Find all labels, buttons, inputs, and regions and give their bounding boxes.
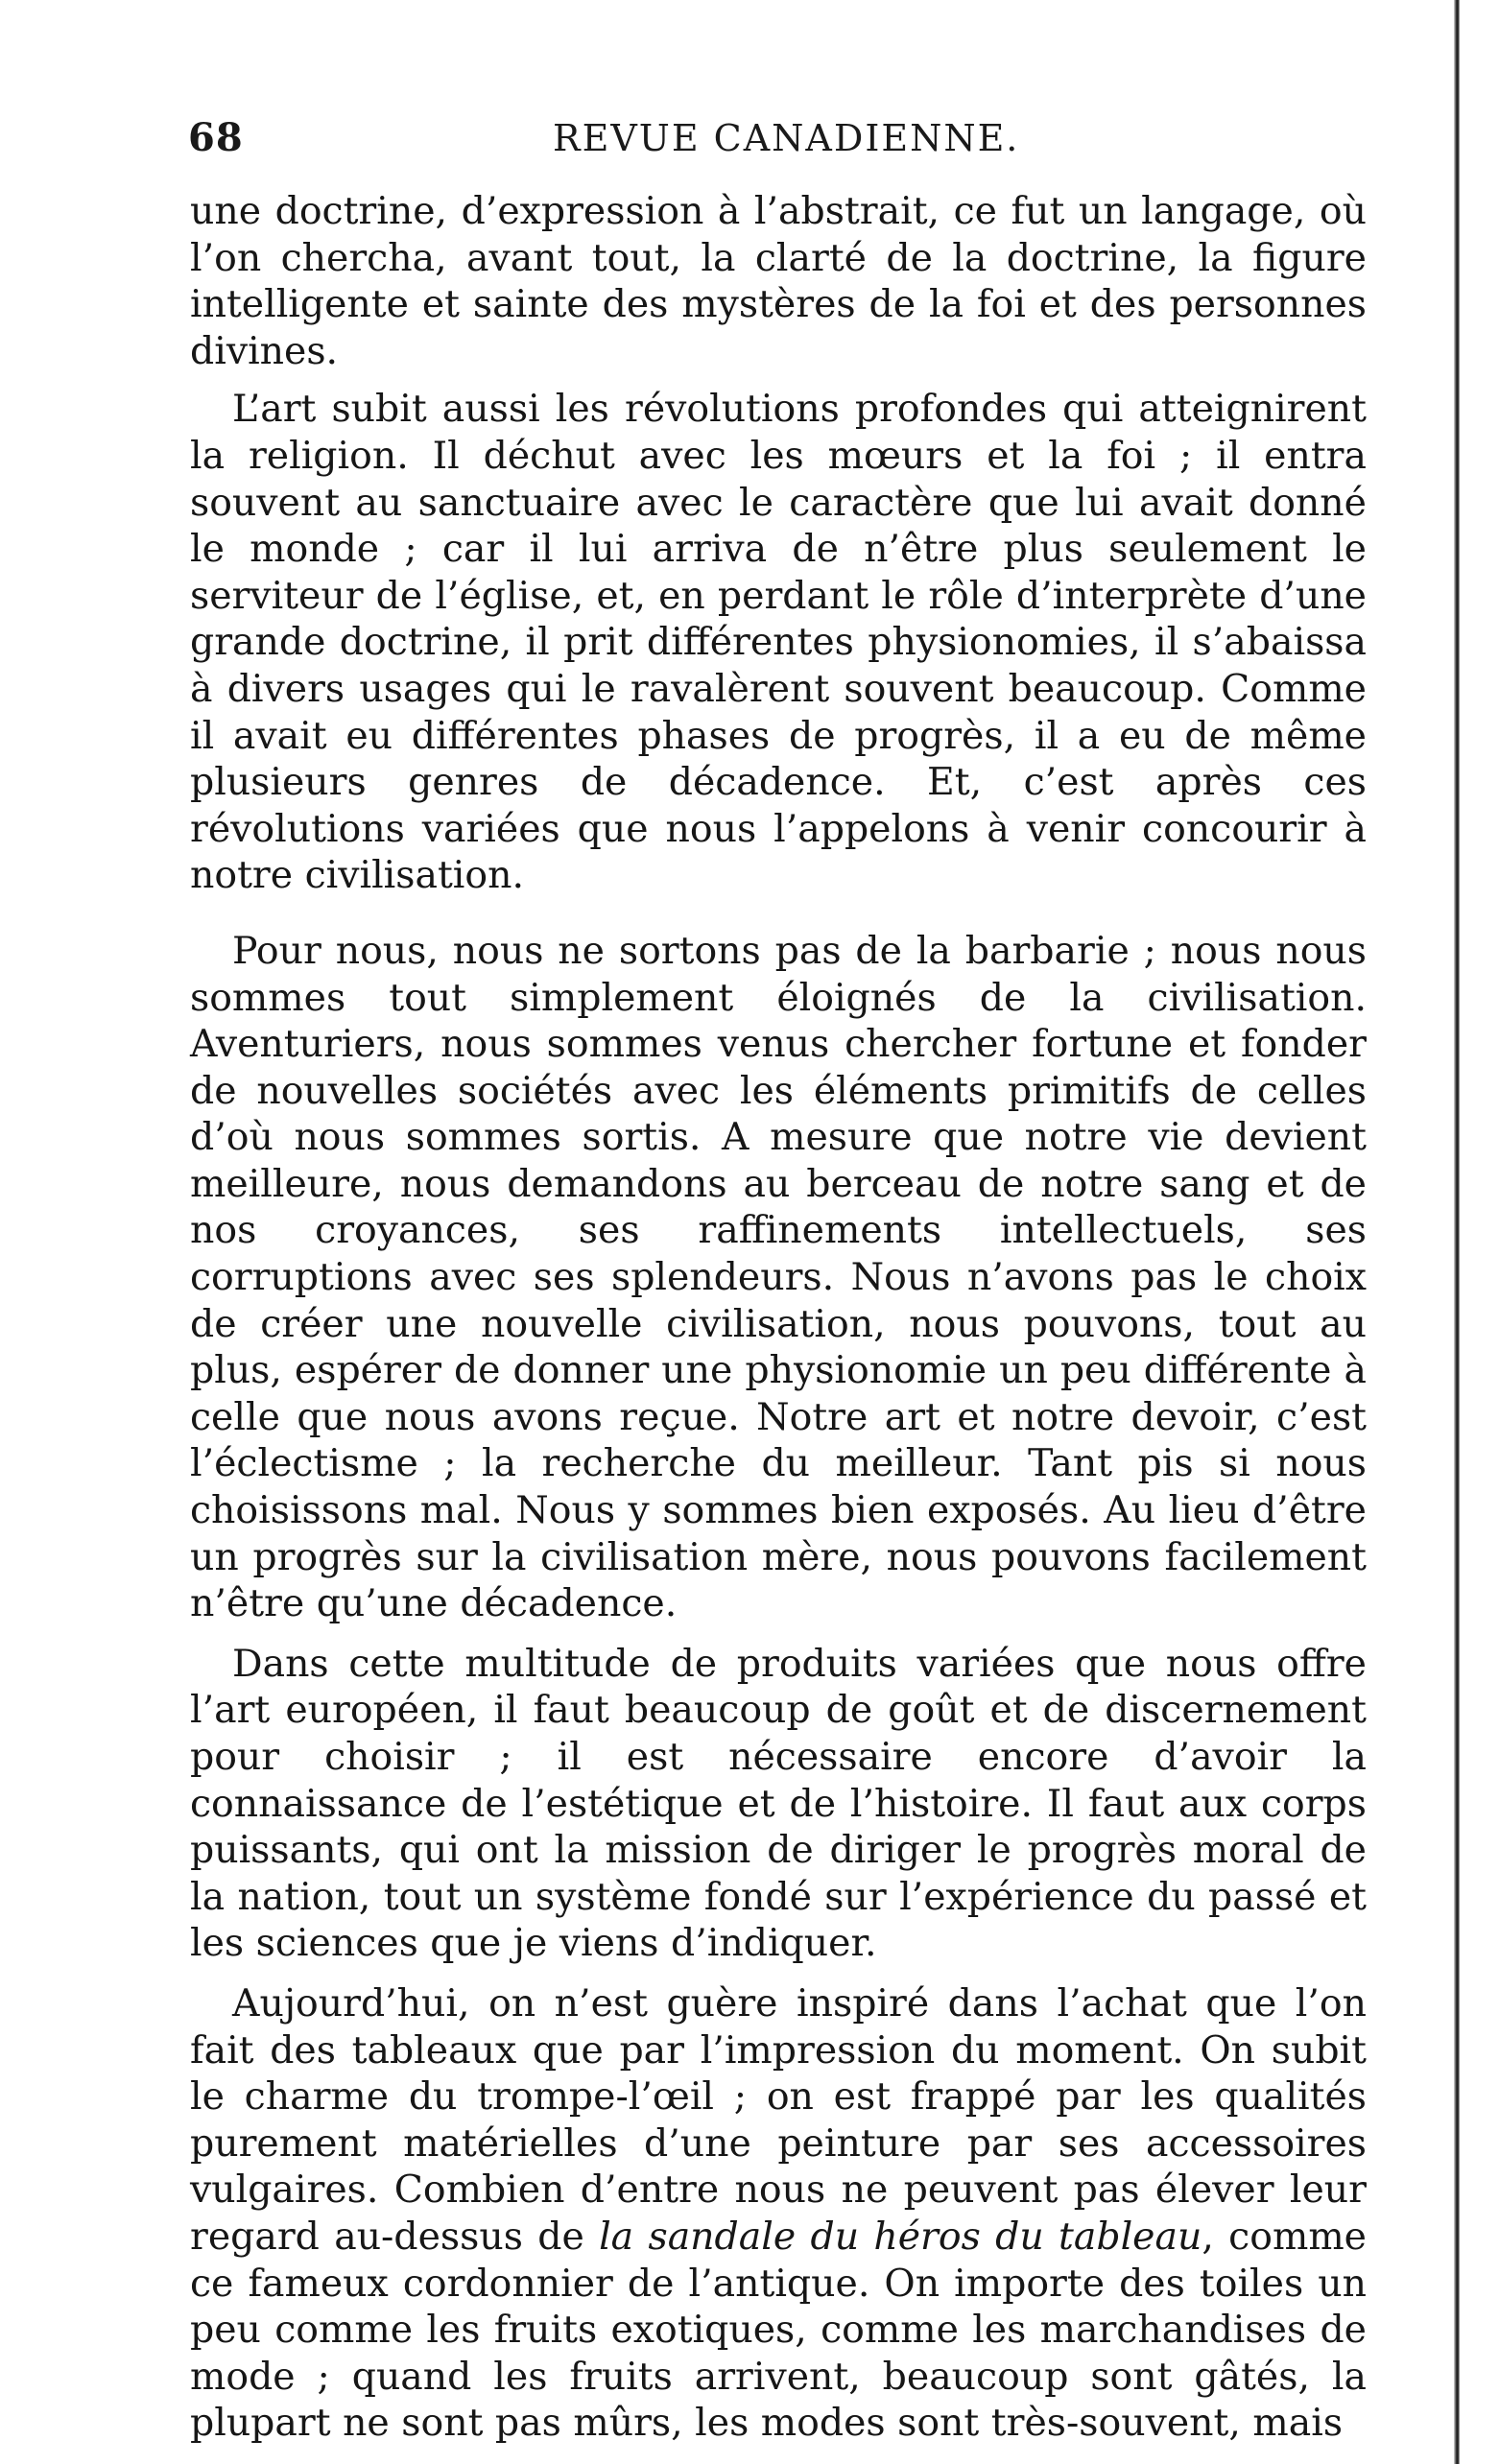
paragraph-1: une doctrine, d’expression à l’abstrait, ce fut un langage, où l’on chercha, avant tout, la clarté de la doctrine, la figure intelligente et sainte des mystères de la foi et des personnes divines. [190, 189, 1367, 373]
paragraph-5-text-before: Aujourd’hui, on n’est guère inspiré dans l’achat que l’on fait des tableaux que par l’impression du moment. On subit le charme du trompe-l’œil ; on est frappé par les qualités purement matérielles d’une peinture par ses accessoires vulgaires. Combien d’entre nous ne peuvent pas élever leur regard au-dessus de [190, 1980, 1367, 2259]
paragraph-5 [190, 1980, 1367, 2447]
page-header [188, 115, 1378, 173]
paragraph-4: Dans cette multitude de produits variées que nous offre l’art européen, il faut beaucoup de goût et de discernement pour choisir ; il est nécessaire encore d’avoir la connaissance de l’estétique et de l’histoire. Il faut aux corps puissants, qui ont la mission de diriger le progrès moral de la nation, tout un système fondé sur l’expérience du passé et les sciences que je viens d’indiquer. [190, 1641, 1367, 1966]
running-title: REVUE CANADIENNE. [553, 117, 1020, 159]
page-number: 68 [188, 115, 244, 160]
page-edge-shadow [1454, 0, 1460, 2464]
paragraph-3: Pour nous, nous ne sortons pas de la barbarie ; nous nous sommes tout simplement éloignés de la civilisation. Aventuriers, nous sommes venus chercher fortune et fonder de nouvelles sociétés avec les éléments primitifs de celles d’où nous sommes sortis. A mesure que notre vie devient meilleure, nous demandons au berceau de notre sang et de nos croyances, ses raffinements intellectuels, ses corruptions avec ses splendeurs. Nous n’avons pas le choix de créer une nouvelle civilisation, nous pouvons, tout au plus, espérer de donner une physionomie un peu différente à celle que nous avons reçue. Notre art et notre devoir, c’est l’éclectisme ; la recherche du meilleur. Tant pis si nous choisissons mal. Nous y sommes bien exposés. Au lieu d’être un progrès sur la civilisation mère, nous pouvons facilement n’être qu’une décadence. [190, 928, 1367, 1626]
paragraph-5-text-after: , comme ce fameux cordonnier de l’antique. On importe des toiles un peu comme les fruits exotiques, comme les marchandises de mode ; quand les fruits arrivent, beaucoup sont gâtés, la plupart ne sont pas mûrs, les modes sont très-souvent, mais [190, 2214, 1367, 2446]
paragraph-5-italic-phrase: la sandale du héros du tableau [599, 2214, 1202, 2259]
body-text [190, 188, 1367, 2447]
paragraph-2: L’art subit aussi les révolutions profondes qui atteignirent la religion. Il déchut avec les mœurs et la foi ; il entra souvent au sanctuaire avec le caractère que lui avait donné le monde ; car il lui arriva de n’être plus seulement le serviteur de l’église, et, en perdant le rôle d’interprète d’une grande doctrine, il prit différentes physionomies, il s’abaissa à divers usages qui le ravalèrent souvent beaucoup. Comme il avait eu différentes phases de progrès, il a eu de même plusieurs genres de décadence. Et, c’est après ces révolutions variées que nous l’appelons à venir concourir à notre civilisation. [190, 387, 1367, 898]
